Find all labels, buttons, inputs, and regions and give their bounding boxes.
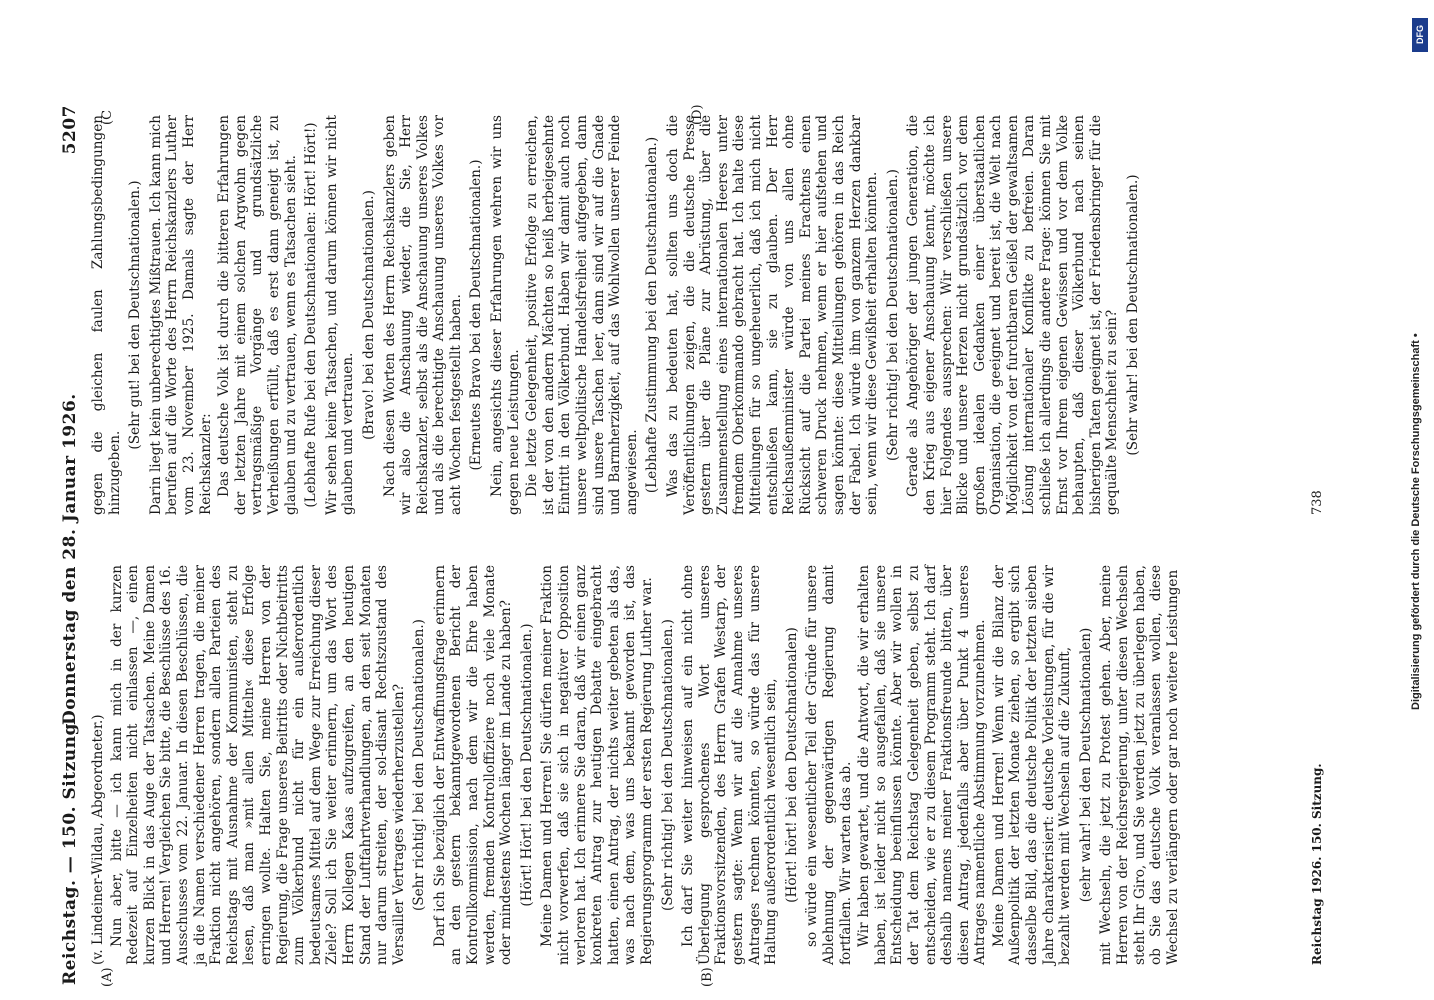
page-header	[60, 105, 84, 985]
left-column	[90, 565, 1183, 965]
paragraph: Meine Damen und Herren! Wenn wir die Bilanz der Außenpolitik der letzten Monate ziehen, so ergibt sich dasselbe Bild, das die deutsche Politik der letzten sieben Jahre charakterisiert: deutsche Vorleistungen, für die wir bezahlt werden mit Wechseln auf die Zukunft,	[990, 565, 1074, 965]
paragraph: Darin liegt kein unberechtigtes Mißtrauen. Ich kann mich berufen auf die Worte des Herrn Reichskanzlers Luther vom 23. November 1925. Damals sagte der Herr Reichskanzler:	[147, 115, 214, 515]
page-number: 5207	[60, 105, 80, 155]
dfg-logo: DFG	[1412, 18, 1428, 52]
interjection: (Lebhafte Rufe bei den Deutschnationalen: Hört! Hört!)	[303, 122, 320, 508]
footer-sheet-number: 738	[1310, 490, 1325, 515]
digitization-sidebar	[1410, 10, 1430, 990]
paragraph: mit Wechseln, die jetzt zu Protest gehen. Aber, meine Herren von der Reichsregierung, unter diesen Wechseln steht Ihr Giro, und Sie werden jetzt zu überlegen haben, ob Sie das deutsche Volk veranlassen wollen, diese Wechsel zu verlängern oder gar noch weitere Leistungen	[1098, 565, 1181, 965]
interjection: (Hört! Hört! bei den Deutschnationalen.)	[518, 623, 535, 907]
interjection: (Sehr wahr! bei den Deutschnationalen.)	[1125, 174, 1142, 456]
header-session: Reichstag. — 150. Sitzung.	[60, 716, 80, 985]
paragraph: so würde ein wesentlicher Teil der Gründe für unsere Ablehnung der gegenwärtigen Regierung damit fortfallen. Wir warten das ab.	[804, 565, 854, 965]
paragraph: Meine Damen und Herren! Sie dürfen meiner Fraktion nicht vorwerfen, daß sie sich in negativer Opposition verloren hat. Ich erinnere Sie daran, daß wir einen ganz konkreten Antrag zur heutigen Debatte eingebracht hatten, einen Antrag, der nichts weiter gebeten als das, was nach dem, was uns bekannt geworden ist, das Regierungsprogramm der ersten Regierung Luther war.	[539, 565, 655, 965]
paragraph: Nein, angesichts dieser Erfahrungen wehren wir uns gegen neue Leistungen.	[489, 115, 522, 515]
interjection: (Sehr gut! bei den Deutschnationalen.)	[127, 180, 144, 450]
paragraph: Darf ich Sie bezüglich der Entwaffnungsfrage erinnern an den gestern bekanntgewordenen Bericht der Kontrollkommission, nach dem wir die Ehre haben werden, fremden Kontrolloffiziere noch viele Monate oder mindestens Wochen länger im Lande zu haben?	[431, 565, 515, 965]
header-date: Donnerstag den 28. Januar 1926.	[60, 393, 80, 725]
margin-marker-b: (B)	[700, 967, 715, 987]
interjection: (Sehr richtig! bei den Deutschnationalen.)	[884, 169, 901, 461]
interjection: (Lebhafte Zustimmung bei den Deutschnationalen.)	[644, 136, 661, 494]
right-column	[90, 115, 1146, 515]
interjection: (Hört! hört! bei den Deutschnationalen)	[783, 627, 800, 903]
paragraph: Gerade als Angehöriger der jungen Generation, die den Krieg aus eigener Anschauung kennt, möchte ich hier Folgendes aussprechen: Wir verschließen unsere Blicke und unsere Herzen nicht grundsätzlich vor dem großen idealen Gedanken einer überstaatlichen Organisation, die geeignet und bereit ist, die Welt nach Möglichkeit von der furchtbaren Geißel der gewaltsamen Lösung internationaler Konflikte zu befreien. Daran schließe ich allerdings die andere Frage: können Sie mit Ernst vor Ihrem eigenen Gewissen und vor dem Volke behaupten, daß dieser Völkerbund nach seinen bisherigen Taten geeignet ist, der Friedensbringer für die gequälte Menschheit zu sein?	[905, 115, 1121, 515]
paragraph: Ich darf Sie weiter hinweisen auf ein nicht ohne Überlegung gesprochenes Wort unseres Fraktionsvorsitzenden, des Herrn Grafen Westarp, der gestern sagte: Wenn wir auf die Annahme unseres Antrages rechnen könnten, so würde das für unsere Haltung außerordentlich wesentlich sein,	[680, 565, 780, 965]
paragraph: Nach diesen Worten des Herrn Reichskanzlers geben wir also die Anschauung wieder, die Sie, Herr Reichskanzler, selbst als die Anschauung unseres Volkes und als die berechtigte Anschauung unseres Volkes vor acht Wochen festgestellt haben.	[381, 115, 464, 515]
interjection: (Sehr richtig! bei den Deutschnationalen.)	[411, 619, 428, 911]
interjection: (Erneutes Bravo bei den Deutschnationalen.)	[468, 159, 485, 471]
paragraph: Wir haben gewartet, und die Antwort, die wir erhalten haben, ist leider nicht so ausgefallen, daß sie unsere Entscheidung beeinflussen könnte. Aber wir wollen in der Tat dem Reichstag Gelegenheit geben, selbst zu entscheiden, wie er zu diesem Programm steht. Ich darf deshalb namens meiner Fraktionsfreunde bitten, über diesen Antrag, jedenfalls aber über Punkt 4 unseres Antrages namentliche Abstimmung vorzunehmen.	[856, 565, 989, 965]
paragraph: Die letzte Gelegenheit, positive Erfolge zu erreichen, ist der von den andern Mächten so heiß herbeigesehnte Eintritt in den Völkerbund. Haben wir damit auch noch unsere weltpolitische Handelsfreiheit aufgegeben, dann sind unsere Taschen leer, dann sind wir auf die Gnade und Barmherzigkeit, auf das Wohlwollen unserer Feinde angewiesen.	[524, 115, 640, 515]
funding-note: Digitalisierung gefördert durch die Deutsche Forschungsgemeinschaft •	[1410, 333, 1422, 710]
rotated-page	[60, 105, 1340, 985]
margin-marker-d: (D)	[690, 104, 705, 125]
paragraph: Wir sehen keine Tatsachen, und darum können wir nicht glauben und vertrauen.	[323, 115, 357, 515]
paragraph: Nun aber, bitte — ich kann mich in der kurzen Redezeit auf Einzelheiten nicht einlassen —, einen kurzen Blick in das Auge der Tatsachen. Meine Damen und Herren! Vergleichen Sie bitte, die Beschlüsse des 16. Ausschusses vom 22. Januar. In diesen Beschlüssen, die ja die Namen verschiedener Herren tragen, die meiner Fraktion nicht angehören, sondern allen Parteien des Reichstags mit Ausnahme der Kommunisten, steht zu lesen, daß man »mit allen Mitteln« diese Erfolge erringen wollte. Halten Sie, meine Herren von der Regierung, die Frage unseres Beitritts oder Nichtbeitritts zum Völkerbund nicht für ein außerordentlich bedeutsames Mittel auf dem Wege zur Erreichung dieser Ziele? Soll ich Sie weiter erinnern, um das Wort des Herrn Kollegen Kaas aufzugreifen, an den heutigen Stand der Luftfahrtverhandlungen, an den seit Monaten nur darum streiten, der sol-disant Rechtszustand des Versailler Vertrages wiederherzustellen?	[108, 565, 407, 965]
speaker-line: (v. Lindeiner-Wildau, Abgeordneter.)	[90, 714, 106, 965]
paragraph: gegen die gleichen faulen Zahlungsbedingungen hinzugeben.	[90, 115, 123, 515]
interjection: (Bravo! bei den Deutschnationalen.)	[360, 190, 377, 440]
margin-marker-a: (A)	[100, 967, 115, 987]
quotation: Das deutsche Volk ist durch die bitteren Erfahrungen der letzten Jahre mit einem solchen Argwohn gegen vertragsmäßige Vorgänge und grundsätzliche Verheißungen erfüllt, daß es erst dann geneigt ist, zu glauben und zu vertrauen, wenn es Tatsachen sieht.	[216, 115, 299, 515]
footer-source: Reichstag 1926. 150. Sitzung.	[1310, 763, 1324, 965]
paragraph: Was das zu bedeuten hat, sollten uns doch die Veröffentlichungen zeigen, die die deutsche Presse gestern über die Pläne zur Abrüstung, über die Zusammenstellung eines internationalen Heeres unter fremdem Oberkommando gebracht hat. Ich halte diese Mitteilungen für so ungeheuerlich, daß ich mich nicht entschließen kann, sie zu glauben. Der Herr Reichsaußenminister würde von uns allen ohne Rücksicht auf die Partei meines Erachtens einen schweren Druck nehmen, wenn er hier aufstehen und sagen könnte: diese Mitteilungen gehören in das Reich der Fabel. Ich würde ihm von ganzem Herzen dankbar sein, wenn wir diese Gewißheit erhalten könnten.	[665, 115, 881, 515]
margin-marker-c: (C	[100, 109, 115, 125]
interjection: (Sehr richtig! bei den Deutschnationalen.)	[659, 619, 676, 911]
interjection: (sehr wahr! bei den Deutschnationalen)	[1077, 627, 1094, 903]
